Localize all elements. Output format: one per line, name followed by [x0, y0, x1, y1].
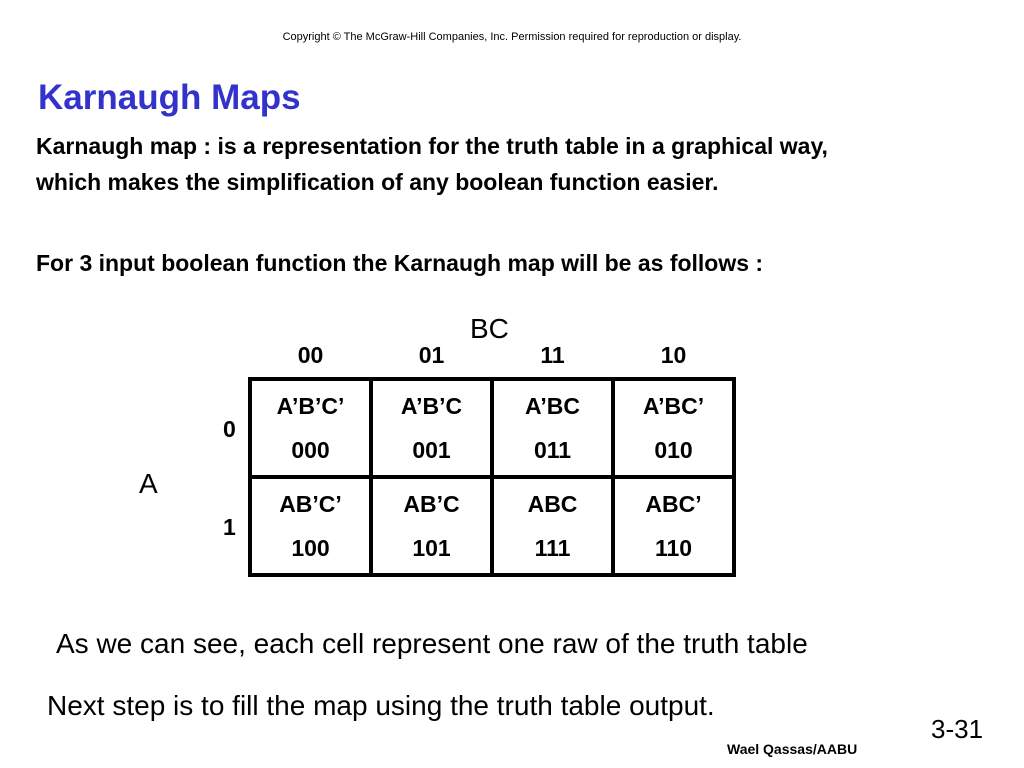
kmap-row-variable: A	[139, 468, 158, 499]
copyright-notice: Copyright © The McGraw-Hill Companies, Inc. Permission required for reproduction or display.	[282, 31, 742, 43]
binary-code: 110	[654, 535, 693, 561]
kmap-col-header-00: 00	[297, 342, 324, 368]
kmap-col-header-10: 10	[660, 342, 687, 368]
truth-table-note: As we can see, each cell represent one raw of the truth table	[56, 628, 808, 659]
karnaugh-map-grid	[248, 377, 736, 577]
kmap-col-header-11: 11	[540, 342, 565, 368]
binary-code: 101	[412, 535, 451, 561]
kmap-cell-100	[250, 477, 371, 575]
minterm-label: AB’C	[403, 491, 460, 517]
binary-code: 111	[534, 535, 571, 561]
kmap-cell-001	[371, 379, 492, 477]
minterm-label: A’BC’	[642, 393, 705, 419]
kmap-row-1	[250, 477, 734, 575]
kmap-cell-101	[371, 477, 492, 575]
author-credit: Wael Qassas/AABU	[727, 741, 858, 757]
kmap-cell-111	[492, 477, 613, 575]
kmap-cell-110	[613, 477, 734, 575]
next-step-note: Next step is to fill the map using the truth table output.	[47, 690, 715, 721]
binary-code: 001	[412, 437, 451, 463]
slide-number: 3-31	[931, 714, 984, 744]
kmap-cell-010	[613, 379, 734, 477]
three-input-text: For 3 input boolean function the Karnaugh map will be as follows :	[36, 250, 764, 276]
kmap-col-header-01: 01	[418, 342, 445, 368]
binary-code: 000	[291, 437, 330, 463]
intro-line-2: which makes the simplification of any boolean function easier.	[36, 169, 719, 195]
intro-line-1: Karnaugh map : is a representation for the truth table in a graphical way,	[36, 133, 828, 159]
minterm-label: ABC	[527, 491, 578, 517]
kmap-cell-011	[492, 379, 613, 477]
minterm-label: ABC’	[645, 491, 702, 517]
binary-code: 010	[654, 437, 693, 463]
kmap-row-header-0: 0	[223, 416, 236, 442]
slide-title: Karnaugh Maps	[38, 78, 301, 117]
minterm-label: A’B’C’	[276, 393, 345, 419]
kmap-row-0	[250, 379, 734, 477]
kmap-column-variable: BC	[470, 313, 509, 344]
binary-code: 011	[533, 437, 572, 463]
minterm-label: A’BC	[525, 393, 580, 419]
minterm-label: A’B’C	[400, 393, 463, 419]
minterm-label: AB’C’	[279, 491, 342, 517]
intro-paragraph	[36, 128, 828, 200]
kmap-cell-000	[250, 379, 371, 477]
binary-code: 100	[291, 535, 330, 561]
kmap-row-header-1: 1	[223, 514, 236, 540]
